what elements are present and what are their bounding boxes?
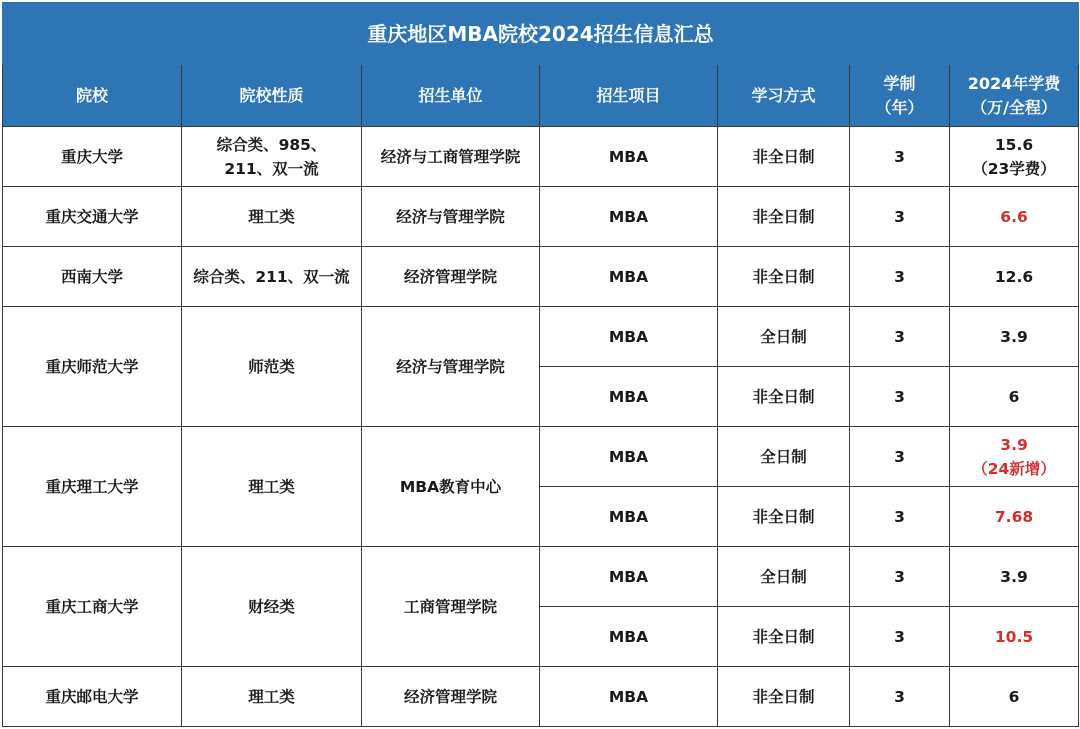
cell-unit: 经济管理学院 [362, 667, 540, 727]
cell-duration: 3 [850, 127, 950, 187]
cell-program: MBA [540, 127, 718, 187]
cell-program: MBA [540, 667, 718, 727]
cell-nature: 师范类 [182, 307, 362, 427]
cell-duration: 3 [850, 667, 950, 727]
cell-fee: 3.9 [950, 547, 1079, 607]
header-mode: 学习方式 [718, 65, 850, 127]
cell-mode: 全日制 [718, 307, 850, 367]
cell-mode: 非全日制 [718, 487, 850, 547]
cell-mode: 全日制 [718, 547, 850, 607]
fee-value: 3.9 [1000, 435, 1028, 454]
cell-nature: 理工类 [182, 427, 362, 547]
cell-fee: 6 [950, 667, 1079, 727]
cell-nature: 综合类、211、双一流 [182, 247, 362, 307]
cell-nature: 财经类 [182, 547, 362, 667]
cell-unit: 经济与管理学院 [362, 187, 540, 247]
cell-fee: 10.5 [950, 607, 1079, 667]
cell-duration: 3 [850, 247, 950, 307]
table-row [3, 247, 1079, 307]
fee-value: 15.6 [994, 135, 1034, 154]
cell-fee [950, 127, 1079, 187]
cell-unit: 经济与管理学院 [362, 307, 540, 427]
fee-note: （23学费） [972, 159, 1056, 178]
cell-program: MBA [540, 487, 718, 547]
cell-nature: 理工类 [182, 187, 362, 247]
cell-fee [950, 427, 1079, 487]
cell-fee: 3.9 [950, 307, 1079, 367]
cell-duration: 3 [850, 187, 950, 247]
cell-fee: 7.68 [950, 487, 1079, 547]
fee-note: （24新增） [972, 459, 1056, 478]
table-title: 重庆地区MBA院校2024招生信息汇总 [3, 3, 1079, 65]
cell-unit: 经济与工商管理学院 [362, 127, 540, 187]
header-unit: 招生单位 [362, 65, 540, 127]
mba-info-table [2, 2, 1079, 727]
cell-mode: 非全日制 [718, 127, 850, 187]
table-row [3, 427, 1079, 487]
cell-fee: 12.6 [950, 247, 1079, 307]
cell-program: MBA [540, 607, 718, 667]
cell-duration: 3 [850, 607, 950, 667]
cell-school: 西南大学 [3, 247, 182, 307]
table-row [3, 667, 1079, 727]
cell-program: MBA [540, 307, 718, 367]
cell-school: 重庆师范大学 [3, 307, 182, 427]
cell-duration: 3 [850, 427, 950, 487]
header-duration: 学制（年） [850, 65, 950, 127]
cell-unit: MBA教育中心 [362, 427, 540, 547]
cell-program: MBA [540, 247, 718, 307]
cell-school: 重庆工商大学 [3, 547, 182, 667]
table-row [3, 187, 1079, 247]
cell-mode: 非全日制 [718, 367, 850, 427]
cell-mode: 全日制 [718, 427, 850, 487]
cell-unit: 经济管理学院 [362, 247, 540, 307]
header-nature: 院校性质 [182, 65, 362, 127]
cell-fee: 6 [950, 367, 1079, 427]
cell-mode: 非全日制 [718, 247, 850, 307]
header-program: 招生项目 [540, 65, 718, 127]
cell-unit: 工商管理学院 [362, 547, 540, 667]
cell-duration: 3 [850, 547, 950, 607]
cell-program: MBA [540, 187, 718, 247]
cell-school: 重庆大学 [3, 127, 182, 187]
cell-school: 重庆邮电大学 [3, 667, 182, 727]
cell-fee: 6.6 [950, 187, 1079, 247]
table-row [3, 547, 1079, 607]
cell-program: MBA [540, 367, 718, 427]
table-row [3, 127, 1079, 187]
cell-duration: 3 [850, 307, 950, 367]
cell-mode: 非全日制 [718, 187, 850, 247]
header-school: 院校 [3, 65, 182, 127]
cell-nature: 理工类 [182, 667, 362, 727]
cell-program: MBA [540, 427, 718, 487]
table-row [3, 307, 1079, 367]
cell-school: 重庆理工大学 [3, 427, 182, 547]
cell-school: 重庆交通大学 [3, 187, 182, 247]
header-fee: 2024年学费（万/全程） [950, 65, 1079, 127]
cell-nature: 综合类、985、211、双一流 [182, 127, 362, 187]
cell-mode: 非全日制 [718, 607, 850, 667]
cell-duration: 3 [850, 487, 950, 547]
cell-program: MBA [540, 547, 718, 607]
cell-duration: 3 [850, 367, 950, 427]
cell-mode: 非全日制 [718, 667, 850, 727]
